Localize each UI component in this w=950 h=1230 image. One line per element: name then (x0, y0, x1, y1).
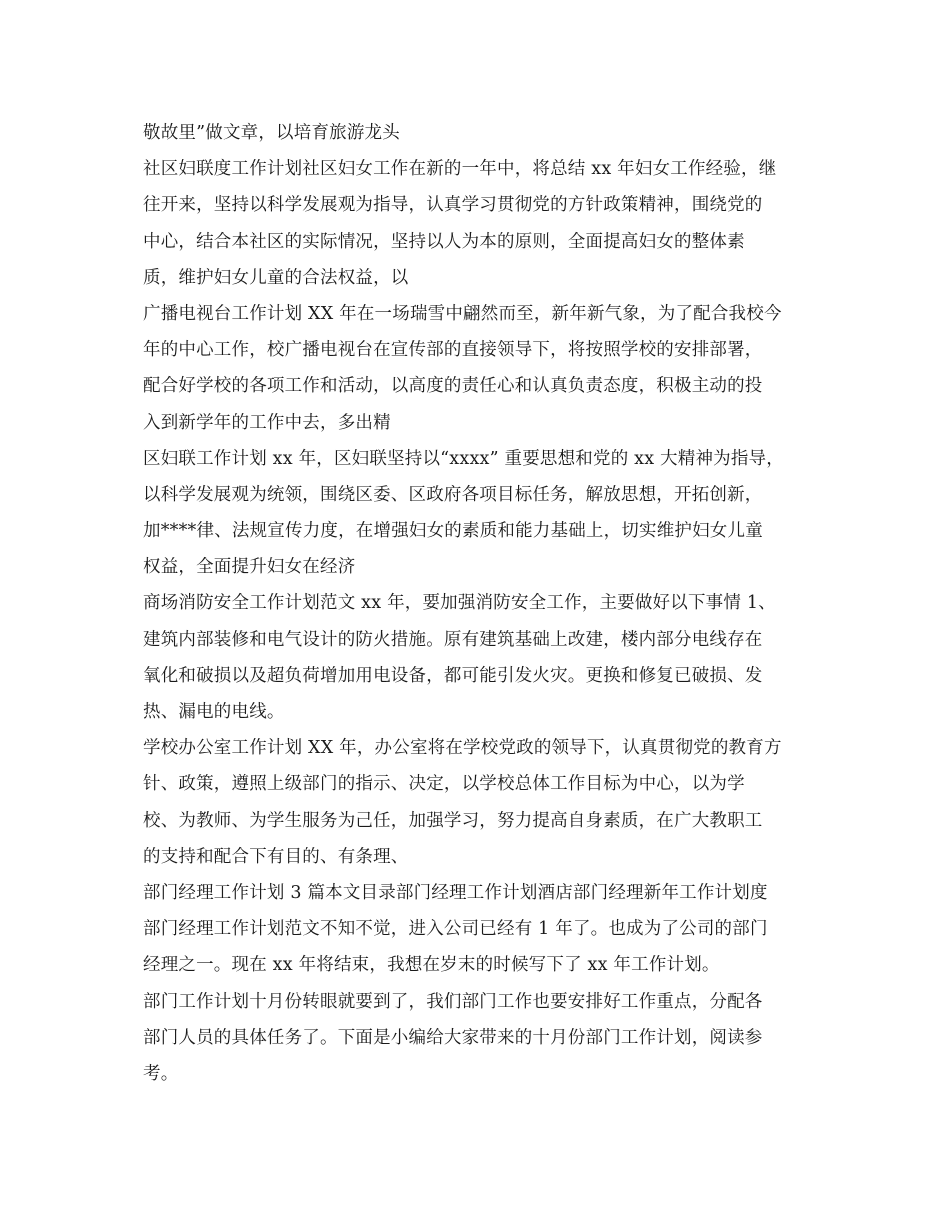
text-line: 加****律、法规宣传力度，在增强妇女的素质和能力基础上，切实维护妇女儿童 (143, 521, 763, 542)
text-line: 质，维护妇女儿童的合法权益，以 (143, 267, 409, 288)
text-line: 建筑内部装修和电气设计的防火措施。原有建筑基础上改建，楼内部分电线存在 (143, 629, 763, 650)
text-line: 权益，全面提升妇女在经济 (143, 557, 356, 578)
text-line: 部门工作计划十月份转眼就要到了，我们部门工作也要安排好工作重点，分配各 (143, 991, 763, 1012)
text-line: 商场消防安全工作计划范文 xx 年，要加强消防安全工作，主要做好以下事情 1、 (143, 593, 776, 614)
text-line: 敬故里”做文章，以培育旅游龙头 (143, 123, 400, 143)
text-line: 部门经理工作计划 3 篇本文目录部门经理工作计划酒店部门经理新年工作计划度 (143, 882, 768, 903)
text-line: 部门经理工作计划范文不知不觉，进入公司已经有 1 年了。也成为了公司的部门 (143, 919, 768, 940)
text-line: 广播电视台工作计划 XX 年在一场瑞雪中翩然而至，新年新气象，为了配合我校今 (143, 303, 782, 324)
document-body (143, 115, 808, 1092)
text-line: 的支持和配合下有目的、有条理、 (143, 846, 409, 867)
text-line: 校、为教师、为学生服务为己任，加强学习，努力提高自身素质，在广大教职工 (143, 810, 763, 831)
text-line: 年的中心工作，校广播电视台在宣传部的直接领导下，将按照学校的安排部署， (143, 340, 763, 361)
text-line: 考。 (143, 1063, 179, 1084)
text-line: 社区妇联度工作计划社区妇女工作在新的一年中，将总结 xx 年妇女工作经验，继 (143, 159, 777, 180)
text-line: 中心，结合本社区的实际情况，坚持以人为本的原则，全面提高妇女的整体素 (143, 231, 745, 252)
text-line: 针、政策，遵照上级部门的指示、决定，以学校总体工作目标为中心，以为学 (143, 774, 745, 795)
text-line: 区妇联工作计划 xx 年，区妇联坚持以“xxxx” 重要思想和党的 xx 大精神为指导， (143, 448, 784, 469)
text-line: 配合好学校的各项工作和活动，以高度的责任心和认真负责态度，积极主动的投 (143, 376, 763, 397)
text-line: 氧化和破损以及超负荷增加用电设备，都可能引发火灾。更换和修复已破损、发 (143, 665, 763, 686)
text-line: 部门人员的具体任务了。下面是小编给大家带来的十月份部门工作计划，阅读参 (143, 1027, 763, 1048)
text-line: 学校办公室工作计划 XX 年，办公室将在学校党政的领导下，认真贯彻党的教育方 (143, 738, 782, 759)
text-line: 往开来，坚持以科学发展观为指导，认真学习贯彻党的方针政策精神，围绕党的 (143, 195, 763, 216)
text-line: 入到新学年的工作中去，多出精 (143, 412, 391, 433)
text-line: 热、漏电的电线。 (143, 702, 285, 722)
text-line: 经理之一。现在 xx 年将结束，我想在岁末的时候写下了 xx 年工作计划。 (143, 955, 720, 976)
text-line: 以科学发展观为统领，围绕区委、区政府各项目标任务，解放思想，开拓创新， (143, 484, 763, 505)
